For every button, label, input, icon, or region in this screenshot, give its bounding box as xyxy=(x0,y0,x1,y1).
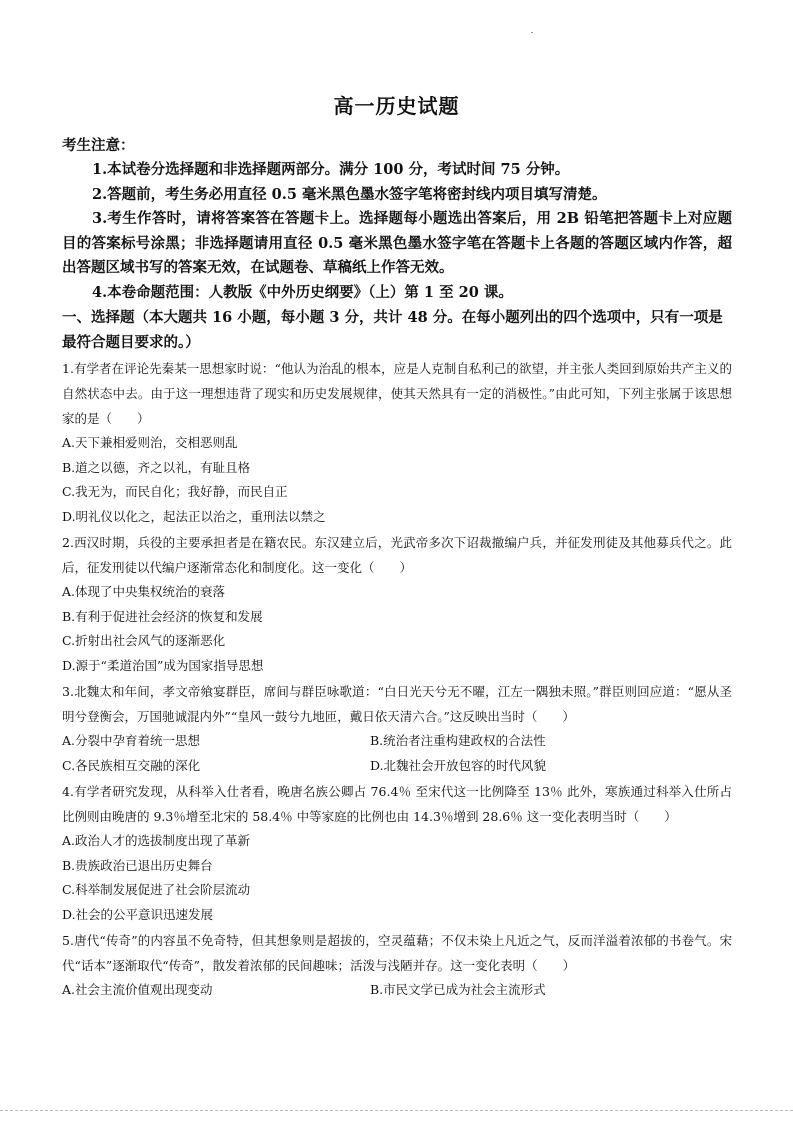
question-option: D.社会的公平意识迅速发展 xyxy=(62,906,214,922)
question-stem: 4.有学者研究发现，从科举入仕者看，晚唐名族公卿占 76.4％ 至宋代这一比例降至 13％ 此外，寒族通过科举入仕所占比例则由晚唐的 9.3％增至北宋的 58.4％ 中等家庭的比例也由 14.3％增到 28.6％ 这一变化表明当时（ ） xyxy=(62,784,732,824)
question-option: A.社会主流价值观出现变动 xyxy=(62,982,213,997)
question-option: C.我无为，而民自化；我好静，而民自正 xyxy=(62,484,288,499)
notice-title: 考生注意： xyxy=(62,137,135,154)
option-row xyxy=(62,729,732,754)
page-title: 高一历史试题 xyxy=(333,94,460,118)
question-option: B.道之以德，齐之以礼，有耻且格 xyxy=(62,459,251,475)
question-option: A.体现了中央集权统治的衰落 xyxy=(62,584,226,599)
question-option: C.科举制发展促进了社会阶层流动 xyxy=(62,882,251,897)
question-option: A.天下兼相爱则治，交相恶则乱 xyxy=(62,435,238,450)
section-heading: 一、选择题（本大题共 16 小题，每小题 3 分，共计 48 分。在每小题列出的四个选项中，只有一项是最符合题目要求的。） xyxy=(62,309,723,351)
option-row xyxy=(62,978,732,1003)
question-option: D.源于“柔道治国”成为国家指导思想 xyxy=(62,657,264,673)
question-stem: 5.唐代“传奇”的内容虽不免奇特，但其想象则是超拔的，空灵蕴藉；不仅未染上凡近之气，反而洋溢着浓郁的书卷气。宋代“话本”逐渐取代“传奇”，散发着浓郁的民间趣味；活泼与浅陋并存。这一变化表明（ ） xyxy=(62,933,732,973)
question-option: B.贵族政治已退出历史舞台 xyxy=(62,857,213,873)
scan-dot xyxy=(531,32,533,33)
option-row xyxy=(62,754,732,779)
question-option: D.北魏社会开放包容的时代风貌 xyxy=(370,757,547,773)
question-option: A.政治人才的选拔制度出现了革新 xyxy=(62,833,251,848)
question-option: B.市民文学已成为社会主流形式 xyxy=(370,982,546,997)
question-option: A.分裂中孕育着统一思想 xyxy=(62,733,201,748)
question-option: D.明礼仪以化之，起法正以治之，重刑法以禁之 xyxy=(62,508,326,524)
notice-item: 3.考生作答时，请将答案答在答题卡上。选择题每小题选出答案后，用 2B 铅笔把答题卡上对应题目的答案标号涂黑；非选择题请用直径 0.5 毫米黑色墨水签字笔在答题卡上各题的答题区域内作答，超出答题区域书写的答案无效，在试题卷、草稿纸上作答无效。 xyxy=(62,210,732,276)
question-option: B.有利于促进社会经济的恢复和发展 xyxy=(62,608,263,624)
question-stem: 1.有学者在评论先秦某一思想家时说：“他认为治乱的根本，应是人克制自私利己的欲望，并主张人类回到原始共产主义的自然状态中去。由于这一理想违背了现实和历史发展规律，使其天然具有一定的消极性。”由此可知，下列主张属于该思想家的是（ ） xyxy=(62,361,732,426)
question-option: C.折射出社会风气的逐渐恶化 xyxy=(62,633,226,648)
notice-item: 1.本试卷分选择题和非选择题两部分。满分 100 分，考试时间 75 分钟。 xyxy=(92,161,570,178)
question-stem: 2.西汉时期，兵役的主要承担者是在籍农民。东汉建立后，光武帝多次下诏裁撤编户兵，并征发刑徒及其他募兵代之。此后，征发刑徒以代编户逐渐常态化和制度化。这一变化（ ） xyxy=(62,535,732,575)
question-option: C.各民族相互交融的深化 xyxy=(62,757,201,773)
question-stem: 3.北魏太和年间，孝文帝飨宴群臣，席间与群臣咏歌道：“白日光天兮无不曜，江左一隅独未照。”群臣则回应道：“愿从圣明兮登衡会，万国驰诚混内外”“皇风一鼓兮九地匝，戴日依天清六合。”这反映出当时（ ） xyxy=(62,684,732,724)
question-option: B.统治者注重构建政权的合法性 xyxy=(370,733,546,748)
notice-item: 4.本卷命题范围：人教版《中外历史纲要》（上）第 1 至 20 课。 xyxy=(92,283,513,301)
exam-content xyxy=(62,134,732,1003)
page-bottom-divider xyxy=(0,1110,793,1111)
notice-item: 2.答题前，考生务必用直径 0.5 毫米黑色墨水签字笔将密封线内项目填写清楚。 xyxy=(92,185,607,203)
